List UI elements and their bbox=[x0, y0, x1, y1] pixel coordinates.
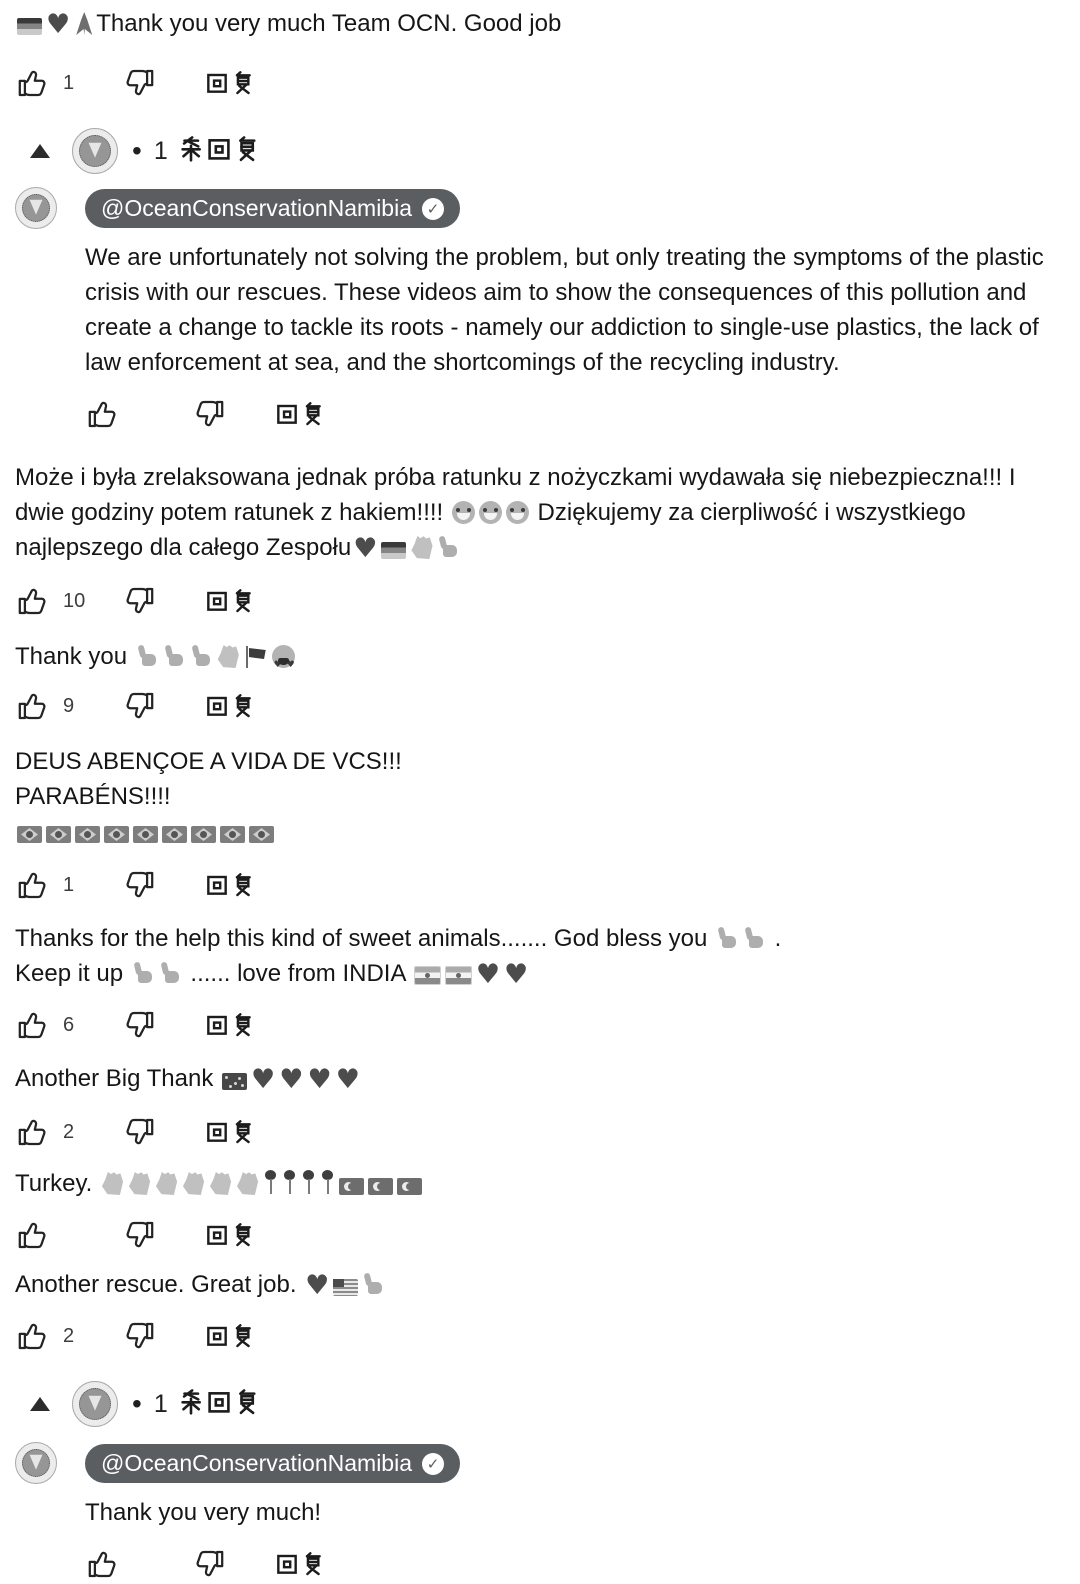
dislike-button[interactable] bbox=[191, 1546, 227, 1582]
heart-emoji bbox=[336, 1063, 360, 1098]
dislike-button[interactable] bbox=[121, 1114, 157, 1150]
like-button[interactable] bbox=[15, 1318, 51, 1354]
clapping-emoji bbox=[410, 536, 433, 559]
comment-text: ...... love from INDIA bbox=[183, 960, 412, 987]
reply-label bbox=[205, 71, 257, 95]
comment-block bbox=[0, 460, 1080, 567]
like-count: 2 bbox=[63, 1324, 75, 1347]
flag-india-emoji bbox=[414, 966, 441, 985]
comment-line bbox=[15, 1267, 1070, 1304]
reply-button[interactable] bbox=[205, 1120, 257, 1144]
thumbs-up-emoji bbox=[190, 645, 213, 668]
clapping-emoji bbox=[217, 645, 240, 668]
reply-label bbox=[275, 402, 327, 426]
clapping-emoji bbox=[209, 1172, 232, 1195]
like-button[interactable] bbox=[15, 867, 51, 903]
reply-text bbox=[85, 1495, 1080, 1530]
like-button[interactable] bbox=[15, 1217, 51, 1253]
heart-emoji bbox=[305, 1269, 329, 1304]
thumbs-up-emoji bbox=[743, 927, 766, 950]
channel-avatar[interactable] bbox=[15, 1442, 57, 1484]
reply-body bbox=[85, 187, 1080, 460]
thumbs-up-emoji bbox=[437, 536, 460, 559]
comment-text: PARABÉNS!!!! bbox=[15, 783, 171, 810]
comment-actions bbox=[0, 581, 1080, 621]
heart-eyes-emoji bbox=[272, 645, 295, 668]
thumbs-down-outline-icon bbox=[191, 1546, 227, 1582]
thumbs-up-outline-icon bbox=[15, 688, 51, 724]
thumbs-down-outline-icon bbox=[121, 65, 157, 101]
comment-line bbox=[15, 1166, 1070, 1201]
replies-toggle[interactable] bbox=[0, 1376, 1080, 1432]
comment-line bbox=[15, 460, 1070, 567]
reply-body bbox=[85, 1442, 1080, 1584]
thumbs-down-outline-icon bbox=[121, 1007, 157, 1043]
flag-germany-emoji bbox=[17, 18, 42, 35]
comment-line bbox=[15, 956, 1070, 993]
thumbs-up-outline-icon bbox=[15, 1007, 51, 1043]
clapping-emoji bbox=[101, 1172, 124, 1195]
flag-turkey-emoji bbox=[368, 1178, 393, 1195]
flag-brazil-emoji bbox=[249, 826, 274, 843]
flag-usa-emoji bbox=[333, 1279, 358, 1296]
comment-text: DEUS ABENÇOE A VIDA DE VCS!!! bbox=[15, 748, 402, 775]
replies-toggle[interactable] bbox=[0, 123, 1080, 179]
heart-emoji bbox=[476, 958, 500, 993]
dislike-button[interactable] bbox=[191, 396, 227, 432]
channel-avatar[interactable] bbox=[72, 1381, 118, 1427]
thumbs-down-outline-icon bbox=[121, 1114, 157, 1150]
replies-count: 1 bbox=[153, 136, 168, 165]
heart-emoji bbox=[504, 958, 528, 993]
thumbs-up-emoji bbox=[132, 962, 155, 985]
thumbs-up-emoji bbox=[136, 645, 159, 668]
like-button[interactable] bbox=[15, 583, 51, 619]
thumbs-down-outline-icon bbox=[121, 867, 157, 903]
reply-label bbox=[205, 694, 257, 718]
like-count: 6 bbox=[63, 1013, 75, 1036]
flag-brazil-emoji bbox=[104, 826, 129, 843]
black-flag-emoji bbox=[244, 646, 268, 668]
like-button[interactable] bbox=[15, 1114, 51, 1150]
comment-actions bbox=[0, 1316, 1080, 1356]
heart-emoji bbox=[307, 1063, 331, 1098]
verified-badge-icon: ✓ bbox=[422, 198, 444, 220]
rose-emoji bbox=[320, 1170, 335, 1195]
comment-text: Może i była zrelaksowana jednak próba ratunku z nożyczkami wydawała się niebezpieczna!!! I dwie godziny potem ratunek z hakiem!!!! bbox=[15, 464, 1023, 526]
like-button[interactable] bbox=[15, 688, 51, 724]
dislike-button[interactable] bbox=[121, 65, 157, 101]
reply-text bbox=[85, 240, 1080, 380]
reply-button[interactable] bbox=[205, 1013, 257, 1037]
comment-text: . bbox=[768, 925, 782, 952]
reply-button[interactable] bbox=[205, 694, 257, 718]
comment-actions bbox=[0, 1112, 1080, 1152]
flag-turkey-emoji bbox=[397, 1178, 422, 1195]
clapping-emoji bbox=[128, 1172, 151, 1195]
triangle-up-icon[interactable] bbox=[30, 144, 50, 158]
reply-button[interactable] bbox=[205, 71, 257, 95]
like-button[interactable] bbox=[85, 396, 121, 432]
bullet-separator: • bbox=[132, 1388, 142, 1419]
like-button[interactable] bbox=[85, 1546, 121, 1582]
dislike-button[interactable] bbox=[121, 1217, 157, 1253]
comment-text: Dziękujemy za cierpliwość i wszystkiego najlepszego dla całego Zespołu bbox=[15, 499, 973, 561]
triangle-up-icon[interactable] bbox=[30, 1397, 50, 1411]
reply-button[interactable] bbox=[205, 873, 257, 897]
flag-brazil-emoji bbox=[75, 826, 100, 843]
reply-button[interactable] bbox=[205, 1324, 257, 1348]
comment-actions bbox=[0, 686, 1080, 726]
comment-text: Thanks for the help this kind of sweet animals....... God bless you bbox=[15, 925, 715, 952]
dislike-button[interactable] bbox=[121, 1007, 157, 1043]
like-count: 9 bbox=[63, 694, 75, 717]
flag-india-emoji bbox=[445, 966, 472, 985]
channel-handle: @OceanConservationNamibia bbox=[101, 195, 412, 221]
replies-suffix-label bbox=[178, 136, 262, 166]
reply-label bbox=[205, 1013, 257, 1037]
like-count: 1 bbox=[63, 71, 75, 94]
flag-brazil-emoji bbox=[162, 826, 187, 843]
comment-block bbox=[0, 1166, 1080, 1201]
replies-count: 1 bbox=[153, 1389, 168, 1418]
comment-block bbox=[0, 1061, 1080, 1098]
dislike-button[interactable] bbox=[121, 1318, 157, 1354]
flag-germany-emoji bbox=[381, 542, 406, 559]
channel-handle-pill[interactable] bbox=[85, 189, 460, 228]
thumbs-down-outline-icon bbox=[121, 1318, 157, 1354]
thumbs-up-emoji bbox=[159, 962, 182, 985]
thumbs-down-outline-icon bbox=[191, 396, 227, 432]
clapping-emoji bbox=[182, 1172, 205, 1195]
thumbs-up-outline-icon bbox=[15, 1217, 51, 1253]
heart-emoji bbox=[353, 532, 377, 567]
dislike-button[interactable] bbox=[121, 688, 157, 724]
like-count: 10 bbox=[63, 589, 86, 612]
reply-line bbox=[85, 240, 1070, 380]
reply-label bbox=[205, 873, 257, 897]
laughing-emoji bbox=[506, 501, 529, 524]
rose-emoji bbox=[301, 1170, 316, 1195]
thumbs-up-outline-icon bbox=[15, 583, 51, 619]
thumbs-up-outline-icon bbox=[15, 1318, 51, 1354]
like-count: 1 bbox=[63, 873, 75, 896]
thumbs-up-emoji bbox=[716, 927, 739, 950]
comment-text: We are unfortunately not solving the problem, but only treating the symptoms of the plastic crisis with our rescues. These videos aim to show the consequences of this pollution and create a change to tackle its roots - namely our addiction to single-use plastics, the lack of law enforcement at sea, and the shortcomings of the recycling industry. bbox=[85, 244, 1051, 376]
laughing-emoji bbox=[452, 501, 475, 524]
flag-australia-emoji bbox=[222, 1073, 247, 1090]
reply-button[interactable] bbox=[275, 402, 327, 426]
comment-line bbox=[15, 814, 1070, 849]
laughing-emoji bbox=[479, 501, 502, 524]
reply-button[interactable] bbox=[275, 1552, 327, 1576]
comment-text: Turkey. bbox=[15, 1170, 100, 1197]
like-button[interactable] bbox=[15, 65, 51, 101]
reply-block bbox=[0, 1442, 1080, 1584]
comment-text: Thank you very much! bbox=[85, 1499, 322, 1526]
comment-actions bbox=[0, 63, 1080, 103]
reply-label bbox=[205, 1324, 257, 1348]
thumbs-up-outline-icon bbox=[85, 1546, 121, 1582]
channel-avatar[interactable] bbox=[72, 128, 118, 174]
channel-avatar[interactable] bbox=[15, 187, 57, 229]
comment-line bbox=[15, 639, 1070, 674]
pill-row bbox=[85, 1444, 1080, 1483]
thumbs-up-outline-icon bbox=[15, 65, 51, 101]
thumbs-down-outline-icon bbox=[121, 583, 157, 619]
flag-brazil-emoji bbox=[46, 826, 71, 843]
comment-text: Thank you bbox=[15, 643, 134, 670]
thumbs-up-outline-icon bbox=[85, 396, 121, 432]
replies-count-label[interactable] bbox=[132, 135, 262, 167]
comment-actions bbox=[0, 865, 1080, 905]
clapping-emoji bbox=[236, 1172, 259, 1195]
comment-block bbox=[0, 639, 1080, 674]
comment-text: Another Big Thank bbox=[15, 1065, 221, 1092]
clapping-emoji bbox=[155, 1172, 178, 1195]
rose-emoji bbox=[263, 1170, 278, 1195]
comment-actions bbox=[0, 1005, 1080, 1045]
flag-brazil-emoji bbox=[17, 826, 42, 843]
thumbs-up-outline-icon bbox=[15, 1114, 51, 1150]
flag-brazil-emoji bbox=[133, 826, 158, 843]
flag-brazil-emoji bbox=[191, 826, 216, 843]
reply-line bbox=[85, 1495, 1070, 1530]
like-count: 2 bbox=[63, 1120, 75, 1143]
comment-line bbox=[15, 6, 1070, 43]
reply-label bbox=[205, 1223, 257, 1247]
thumbs-up-emoji bbox=[362, 1273, 385, 1296]
thumbs-down-outline-icon bbox=[121, 688, 157, 724]
bullet-separator: • bbox=[132, 135, 142, 166]
thumbs-up-emoji bbox=[163, 645, 186, 668]
comment-block bbox=[0, 744, 1080, 849]
comment-text: Thank you very much Team OCN. Good job bbox=[96, 10, 562, 37]
comment-actions bbox=[0, 1215, 1080, 1255]
thumbs-down-outline-icon bbox=[121, 1217, 157, 1253]
reply-button[interactable] bbox=[205, 589, 257, 613]
replies-count-label[interactable] bbox=[132, 1388, 262, 1420]
heart-emoji bbox=[279, 1063, 303, 1098]
reply-block bbox=[0, 187, 1080, 460]
reply-label bbox=[205, 1120, 257, 1144]
dislike-button[interactable] bbox=[121, 583, 157, 619]
flag-brazil-emoji bbox=[220, 826, 245, 843]
comment-line bbox=[15, 779, 1070, 814]
thumbs-up-outline-icon bbox=[15, 867, 51, 903]
praying-hands-emoji bbox=[74, 12, 94, 35]
flag-turkey-emoji bbox=[339, 1178, 364, 1195]
comment-text: Keep it up bbox=[15, 960, 130, 987]
replies-suffix-label bbox=[178, 1389, 262, 1419]
heart-emoji bbox=[251, 1063, 275, 1098]
pill-row bbox=[85, 189, 1080, 228]
comment-text: Another rescue. Great job. bbox=[15, 1271, 304, 1298]
comment-actions bbox=[85, 394, 1080, 434]
reply-label bbox=[205, 589, 257, 613]
comment-block bbox=[0, 1267, 1080, 1304]
rose-emoji bbox=[282, 1170, 297, 1195]
channel-handle: @OceanConservationNamibia bbox=[101, 1450, 412, 1476]
comment-line bbox=[15, 1061, 1070, 1098]
heart-emoji bbox=[46, 8, 70, 43]
comment-line bbox=[15, 921, 1070, 956]
comment-actions bbox=[85, 1544, 1080, 1584]
dislike-button[interactable] bbox=[121, 867, 157, 903]
reply-button[interactable] bbox=[205, 1223, 257, 1247]
comment-line bbox=[15, 744, 1070, 779]
reply-label bbox=[275, 1552, 327, 1576]
comment-block bbox=[0, 921, 1080, 993]
verified-badge-icon: ✓ bbox=[422, 1453, 444, 1475]
like-button[interactable] bbox=[15, 1007, 51, 1043]
comment-block bbox=[0, 6, 1080, 43]
channel-handle-pill[interactable] bbox=[85, 1444, 460, 1483]
